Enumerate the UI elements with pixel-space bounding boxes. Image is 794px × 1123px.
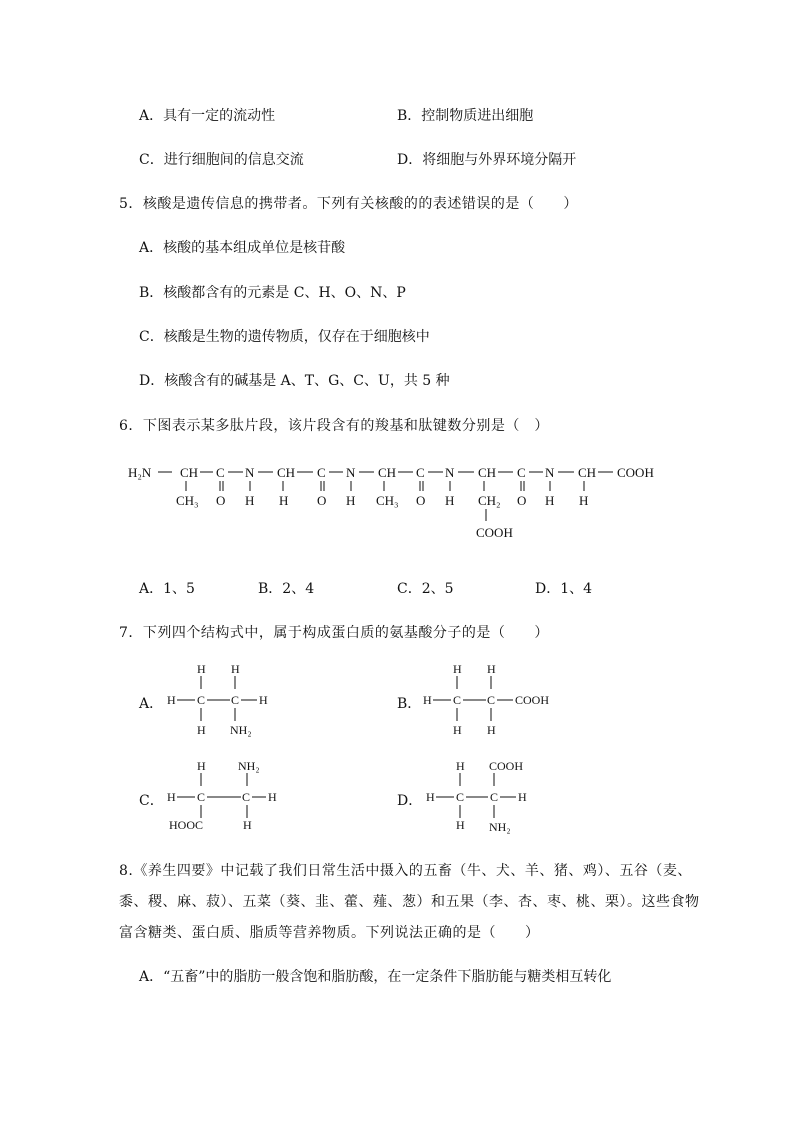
svg-text:HOOC: HOOC bbox=[169, 818, 204, 832]
carbonyl-o-2: O bbox=[317, 493, 327, 508]
side-cooh: COOH bbox=[476, 525, 513, 540]
q8-stem-line2: 黍、稷、麻、菽）、五菜（葵、韭、藿、薤、葱）和五果（李、杏、枣、桃、栗）。这些食物 bbox=[119, 894, 700, 910]
q8-option-a: A．“五畜”中的脂肪一般含饱和脂肪酸，在一定条件下脂肪能与糖类相互转化 bbox=[139, 969, 612, 985]
svg-text:H: H bbox=[197, 723, 206, 737]
polypeptide-diagram bbox=[0, 455, 794, 550]
q4-option-a: A．具有一定的流动性 bbox=[139, 108, 276, 124]
chain-n-2: N bbox=[346, 465, 356, 480]
svg-text:H: H bbox=[518, 790, 527, 804]
structure-a bbox=[160, 660, 290, 740]
carbonyl-o-3: O bbox=[416, 493, 426, 508]
amide-h-2: H bbox=[346, 493, 356, 508]
chain-c-3: C bbox=[416, 465, 425, 480]
svg-text:H: H bbox=[456, 818, 465, 832]
q6-option-a: A．1、5 bbox=[139, 581, 195, 597]
svg-text:C: C bbox=[453, 693, 462, 707]
side-h-2: H bbox=[579, 493, 589, 508]
svg-text:H: H bbox=[268, 790, 277, 804]
svg-text:H: H bbox=[197, 662, 206, 676]
svg-text:NH₂: NH₂ bbox=[230, 723, 252, 737]
svg-text:H: H bbox=[426, 790, 435, 804]
chain-cooh: COOH bbox=[617, 465, 654, 480]
svg-text:H: H bbox=[487, 723, 496, 737]
chain-c-4: C bbox=[517, 465, 526, 480]
svg-text:C: C bbox=[197, 790, 206, 804]
chain-h2n: H₂N bbox=[128, 465, 152, 480]
structure-d bbox=[418, 757, 558, 837]
svg-text:C: C bbox=[487, 693, 496, 707]
amide-h-1: H bbox=[245, 493, 255, 508]
svg-text:H: H bbox=[231, 662, 240, 676]
svg-text:H: H bbox=[456, 759, 465, 773]
chain-ch-3: CH bbox=[378, 465, 397, 480]
q5-option-c: C．核酸是生物的遗传物质，仅存在于细胞核中 bbox=[139, 329, 430, 345]
q5-option-b: B．核酸都含有的元素是 C、H、O、N、P bbox=[139, 285, 406, 301]
q5-option-d: D．核酸含有的碱基是 A、T、G、C、U，共 5 种 bbox=[139, 373, 450, 389]
amide-h-3: H bbox=[445, 493, 455, 508]
chain-n-4: N bbox=[545, 465, 555, 480]
chain-ch-4: CH bbox=[478, 465, 497, 480]
svg-text:C: C bbox=[242, 790, 251, 804]
svg-text:H: H bbox=[243, 818, 252, 832]
svg-text:NH₂: NH₂ bbox=[489, 820, 511, 834]
structure-c bbox=[160, 757, 300, 837]
chain-ch-2: CH bbox=[277, 465, 296, 480]
svg-text:H: H bbox=[197, 759, 206, 773]
svg-text:H: H bbox=[423, 693, 432, 707]
svg-text:H: H bbox=[453, 662, 462, 676]
structure-b bbox=[418, 660, 568, 740]
svg-text:H: H bbox=[167, 790, 176, 804]
q6-stem: 6．下图表示某多肽片段，该片段含有的羧基和肽键数分别是（ ） bbox=[119, 418, 549, 434]
svg-text:NH₂: NH₂ bbox=[238, 759, 260, 773]
side-ch3-1: CH₃ bbox=[176, 493, 199, 508]
svg-text:C: C bbox=[456, 790, 465, 804]
svg-text:C: C bbox=[231, 693, 240, 707]
svg-text:C: C bbox=[490, 790, 499, 804]
svg-text:COOH: COOH bbox=[515, 693, 550, 707]
svg-text:COOH: COOH bbox=[489, 759, 524, 773]
carbonyl-o-4: O bbox=[517, 493, 527, 508]
chain-c-2: C bbox=[317, 465, 326, 480]
q4-option-d: D．将细胞与外界环境分隔开 bbox=[397, 152, 577, 168]
q8-stem-line3: 富含糖类、蛋白质、脂质等营养物质。下列说法正确的是（ ） bbox=[119, 925, 540, 941]
q7-label-a: A． bbox=[139, 696, 164, 712]
amide-h-4: H bbox=[545, 493, 555, 508]
q6-option-d: D．1、4 bbox=[535, 581, 593, 597]
chain-n-1: N bbox=[245, 465, 255, 480]
svg-text:C: C bbox=[197, 693, 206, 707]
carbonyl-o-1: O bbox=[216, 493, 226, 508]
q8-stem-line1: 8.《养生四要》中记载了我们日常生活中摄入的五畜（牛、犬、羊、猪、鸡）、五谷（麦、 bbox=[119, 863, 692, 879]
q7-label-b: B． bbox=[397, 696, 422, 712]
chain-ch-1: CH bbox=[180, 465, 199, 480]
q7-label-c: C． bbox=[139, 793, 164, 809]
q6-option-c: C．2、5 bbox=[397, 581, 454, 597]
chain-c-1: C bbox=[216, 465, 225, 480]
q7-label-d: D． bbox=[397, 793, 423, 809]
q6-option-b: B．2、4 bbox=[258, 581, 315, 597]
side-h-1: H bbox=[279, 493, 289, 508]
chain-ch-5: CH bbox=[578, 465, 597, 480]
svg-text:H: H bbox=[259, 693, 268, 707]
svg-text:H: H bbox=[453, 723, 462, 737]
side-ch2: CH₂ bbox=[478, 493, 501, 508]
q4-option-c: C．进行细胞间的信息交流 bbox=[139, 152, 304, 168]
side-ch3-2: CH₃ bbox=[376, 493, 399, 508]
q4-option-b: B．控制物质进出细胞 bbox=[397, 108, 534, 124]
svg-text:H: H bbox=[167, 693, 176, 707]
svg-text:H: H bbox=[487, 662, 496, 676]
chain-n-3: N bbox=[445, 465, 455, 480]
q5-stem: 5．核酸是遗传信息的携带者。下列有关核酸的的表述错误的是（ ） bbox=[119, 196, 578, 212]
q5-option-a: A．核酸的基本组成单位是核苷酸 bbox=[139, 240, 346, 256]
q7-stem: 7．下列四个结构式中，属于构成蛋白质的氨基酸分子的是（ ） bbox=[119, 625, 549, 641]
